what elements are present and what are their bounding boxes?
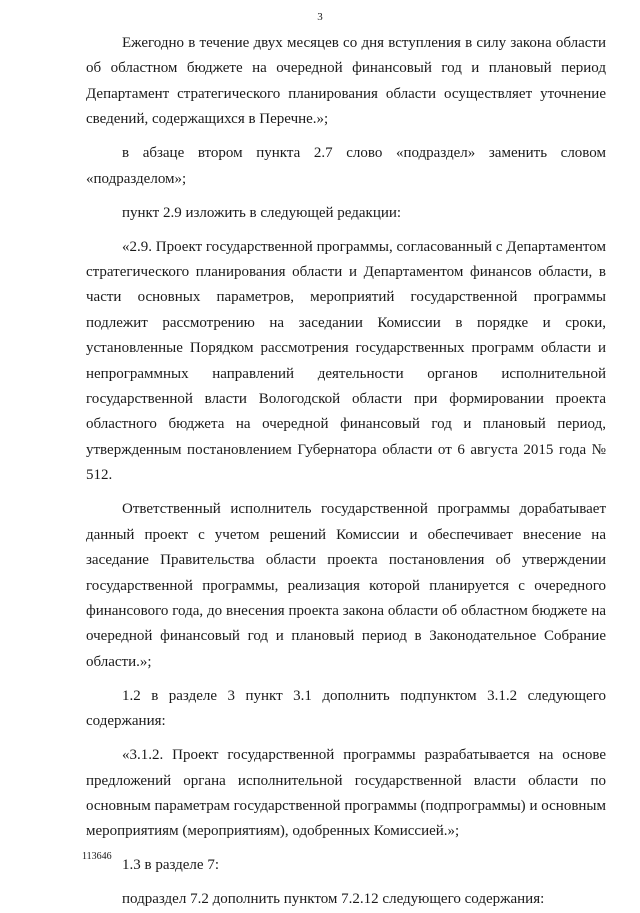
document-code: 113646: [82, 851, 112, 862]
paragraph-new-2-9-intro: пункт 2.9 изложить в следующей редакции:: [122, 204, 402, 221]
paragraph-7-2-12-intro: подраздел 7.2 дополнить пунктом 7.2.12 следующего содержания:: [122, 891, 545, 908]
paragraph-2-9-text: «2.9. Проект государственной программы, согласованный с Департаментом стратегического планирования области и Департаментом финансов области, в части основных параметров, мероприятий государственной программы подлежит рассмотрению на заседании Комиссии в порядке и сроки, установленные Порядком рассмотрения государственных программ области и непрограммных направлений деятельности органов исполнительной государственной власти Вологодской области при формировании проекта областного бюджета на очередной финансовый год и плановый период, утвержденным постановлением Губернатора области от 6 августа 2015 года № 512.: [86, 238, 606, 484]
document-body: [86, 31, 606, 913]
paragraph-responsible-executor: Ответственный исполнитель государственной программы дорабатывает данный проект с учетом решений Комиссии и обеспечивает внесение на заседание Правительства области проекта постановления об утверждении государственной программы, реализация которой планируется с очередного финансового года, до внесения проекта закона области об областном бюджете на очередной финансовый год и плановый период в Законодательное Собрание области.»;: [86, 501, 606, 670]
paragraph-1-2-section-3: 1.2 в разделе 3 пункт 3.1 дополнить подпунктом 3.1.2 следующего содержания:: [86, 687, 606, 730]
paragraph-amend-2-7: в абзаце втором пункта 2.7 слово «подраздел» заменить словом «подразделом»;: [86, 145, 606, 187]
page-number: 3: [317, 11, 323, 23]
paragraph-1-3-section-7: 1.3 в разделе 7:: [122, 857, 219, 874]
paragraph-annual-update: Ежегодно в течение двух месяцев со дня вступления в силу закона области об областном бюджете на очередной финансовый год и плановый период Департамент стратегического планирования области осуществляет уточнение сведений, содержащихся в Перечне.»;: [86, 35, 606, 128]
paragraph-3-1-2-text: «3.1.2. Проект государственной программы разрабатывается на основе предложений органа исполнительной государственной власти области по основным параметрам государственной программы (подпрограммы) и основным мероприятиям (мероприятиям), одобренных Комиссией.»;: [86, 747, 606, 840]
